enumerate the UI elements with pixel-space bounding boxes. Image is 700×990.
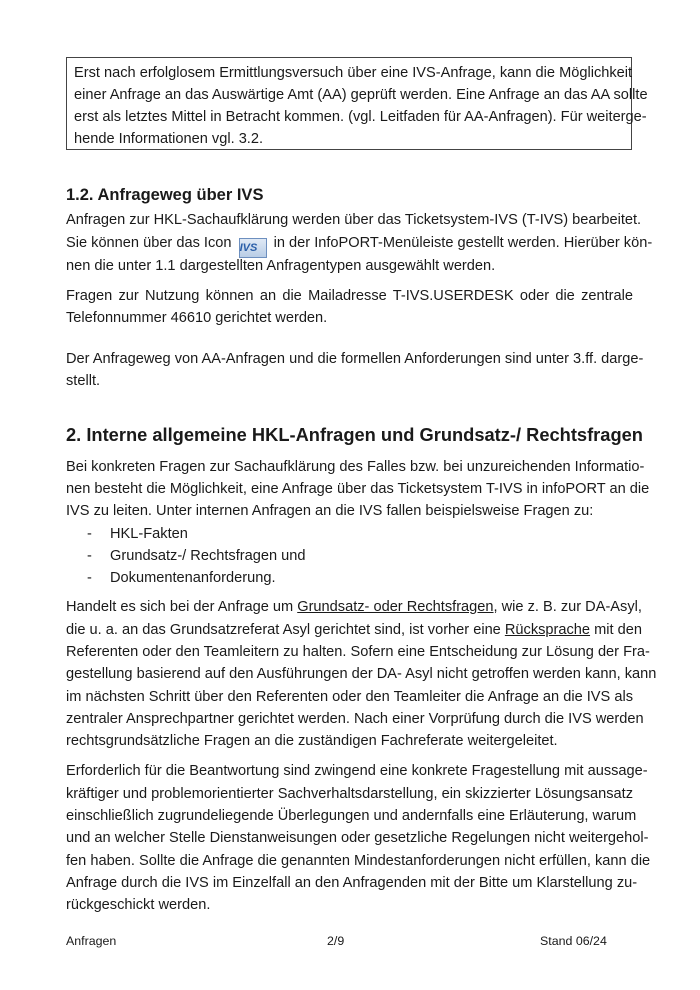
paragraph-line: zentraler Ansprechpartner gerichtet werden. Nach einer Vorprüfung durch die IVS werden — [66, 711, 644, 727]
list-item: HKL-Fakten — [110, 526, 188, 542]
text-segment: mit den — [594, 622, 642, 638]
bullet-dash: - — [87, 548, 92, 564]
paragraph-line: nen besteht die Möglichkeit, eine Anfrage über das Ticketsystem T-IVS in infoPORT an die — [66, 481, 650, 497]
ruecksprache-link: Rücksprache — [504, 622, 591, 638]
paragraph-line: Telefonnummer 46610 gerichtet werden. — [66, 310, 328, 326]
list-item: Dokumentenanforderung. — [110, 570, 276, 586]
paragraph-line: gestellung basierend auf den Ausführungen der DA- Asyl nicht getroffen werden kann, kann — [66, 666, 657, 682]
text-segment: Sie können über das Icon — [66, 235, 232, 251]
text-segment: , wie z. B. zur DA-Asyl, — [493, 599, 642, 615]
list-item: Grundsatz-/ Rechtsfragen und — [110, 548, 306, 564]
section-heading-1-2: 1.2. Anfrageweg über IVS — [66, 186, 264, 204]
text-segment: Handelt es sich bei der Anfrage um — [66, 599, 294, 615]
paragraph-line: im nächsten Schritt über den Referenten oder den Teamleiter die Anfrage an die IVS als — [66, 689, 633, 705]
footer-right: Stand 06/24 — [540, 934, 607, 948]
notice-line: hende Informationen vgl. 3.2. — [74, 131, 264, 147]
paragraph-line: kräftiger und problemorientierter Sachverhaltsdarstellung, ein skizzierter Lösungsansatz — [66, 786, 634, 802]
paragraph-line: Der Anfrageweg von AA-Anfragen und die formellen Anforderungen sind unter 3.ff. darge- — [66, 351, 644, 367]
paragraph-line: rechtsgrundsätzliche Fragen an die zuständigen Fachreferate weitergeleitet. — [66, 733, 558, 749]
paragraph-line: rückgeschickt werden. — [66, 897, 211, 913]
paragraph-line: Bei konkreten Fragen zur Sachaufklärung des Falles bzw. bei unzureichenden Informatio- — [66, 459, 645, 475]
paragraph-line: Fragen zur Nutzung können an die Mailadresse T-IVS.USERDESK oder die zentrale — [66, 288, 633, 304]
text-segment: in der InfoPORT-Menüleiste gestellt werden. Hierüber kön- — [273, 235, 653, 251]
paragraph-line: einschließlich zugrundeliegende Überlegungen und andernfalls eine Erläuterung, warum — [66, 808, 637, 824]
grundsatz-rechtsfragen-link: Grundsatz- oder Rechtsfragen — [297, 599, 494, 615]
ivs-ticket-icon: IVS — [239, 238, 267, 258]
paragraph-line: und an welcher Stelle Dienstanweisungen oder gesetzliche Regelungen nicht weitergehol- — [66, 830, 649, 846]
page-number: 2/9 — [327, 934, 345, 948]
paragraph-line — [66, 596, 642, 618]
section-heading-2: 2. Interne allgemeine HKL-Anfragen und Grundsatz-/ Rechtsfragen — [66, 424, 643, 445]
paragraph-line: Anfragen zur HKL-Sachaufklärung werden über das Ticketsystem-IVS (T-IVS) bearbeitet. — [66, 212, 642, 228]
paragraph-line: fen haben. Sollte die Anfrage die genannten Mindestanforderungen nicht erfüllen, kann die — [66, 853, 651, 869]
paragraph-line: IVS zu leiten. Unter internen Anfragen an die IVS fallen beispielsweise Fragen zu: — [66, 503, 594, 519]
text-segment: die u. a. an das Grundsatzreferat Asyl gerichtet sind, ist vorher eine — [66, 622, 501, 638]
bullet-dash: - — [87, 526, 92, 542]
paragraph-line: Erforderlich für die Beantwortung sind zwingend eine konkrete Fragestellung mit aussage- — [66, 763, 648, 779]
notice-line: erst als letztes Mittel in Betracht kommen. (vgl. Leitfaden für AA-Anfragen). Für weiterge- — [74, 109, 647, 125]
footer-left: Anfragen — [66, 934, 117, 948]
paragraph-line: nen die unter 1.1 dargestellten Anfragentypen ausgewählt werden. — [66, 258, 496, 274]
paragraph-line: Referenten oder den Teamleitern zu halten. Sofern eine Entscheidung zur Lösung der Fra- — [66, 644, 650, 660]
bullet-dash: - — [87, 570, 92, 586]
paragraph-line: stellt. — [66, 373, 101, 389]
paragraph-line — [66, 619, 642, 641]
notice-line: Erst nach erfolglosem Ermittlungsversuch über eine IVS-Anfrage, kann die Möglichkeit — [74, 65, 633, 81]
notice-line: einer Anfrage an das Auswärtige Amt (AA) geprüft werden. Eine Anfrage an das AA sollte — [74, 87, 648, 103]
paragraph-line: Anfrage durch die IVS im Einzelfall an den Anfragenden mit der Bitte um Klarstellung zu- — [66, 875, 638, 891]
